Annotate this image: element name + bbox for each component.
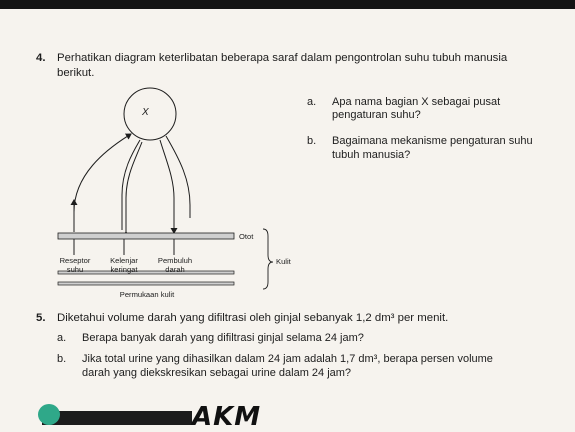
akm-logo: AKM xyxy=(192,402,262,432)
question-4a-letter: a. xyxy=(307,96,317,108)
center-x-label: X xyxy=(142,107,149,118)
kulit-brace xyxy=(263,229,273,289)
question-4-number: 4. xyxy=(36,52,46,64)
question-4-line2: berikut. xyxy=(57,67,95,79)
receptor-label-1: Reseptor xyxy=(59,256,91,265)
question-4-line1: Perhatikan diagram keterlibatan beberapa saraf dalam pengontrolan suhu tubuh manusia xyxy=(57,52,508,64)
question-4b-line1: Bagaimana mekanisme pengaturan suhu xyxy=(332,135,533,147)
footer-banner xyxy=(42,411,192,425)
vessel-nerve-line xyxy=(160,140,174,233)
question-4b-line2: tubuh manusia? xyxy=(332,149,411,161)
gland-label-1: Kelenjar xyxy=(110,256,138,265)
muscle-nerve-line xyxy=(166,136,190,218)
question-5a-letter: a. xyxy=(57,332,67,344)
skin-bar-bottom xyxy=(58,282,234,285)
question-5-number: 5. xyxy=(36,312,46,324)
question-5b-line2: darah yang diekskresikan sebagai urine dalam 24 jam? xyxy=(82,367,352,379)
vessel-label-1: Pembuluh xyxy=(157,256,193,265)
skin-surface-label: Permukaan kulit xyxy=(119,290,175,299)
muscle-bar xyxy=(58,233,234,239)
book-icon xyxy=(38,404,60,425)
vessel-label-2: darah xyxy=(165,265,185,274)
question-4b-letter: b. xyxy=(307,135,317,147)
gland-nerve-line-2 xyxy=(126,142,142,232)
gland-label-2: keringat xyxy=(110,265,138,274)
question-4a-line1: Apa nama bagian X sebagai pusat xyxy=(332,96,501,108)
question-4a-line2: pengaturan suhu? xyxy=(332,109,421,121)
kulit-label: Kulit xyxy=(276,257,291,266)
question-5a-line1: Berapa banyak darah yang difiltrasi ginjal selama 24 jam? xyxy=(82,332,364,344)
question-5b-line1: Jika total urine yang dihasilkan dalam 24 jam adalah 1,7 dm³, berapa persen volume xyxy=(82,353,493,365)
otot-label: Otot xyxy=(239,232,254,241)
center-x-circle xyxy=(124,88,176,140)
question-5b-letter: b. xyxy=(57,353,67,365)
question-5-line1: Diketahui volume darah yang difiltrasi oleh ginjal sebanyak 1,2 dm³ per menit. xyxy=(57,312,449,324)
receptor-label-2: suhu xyxy=(66,265,84,274)
